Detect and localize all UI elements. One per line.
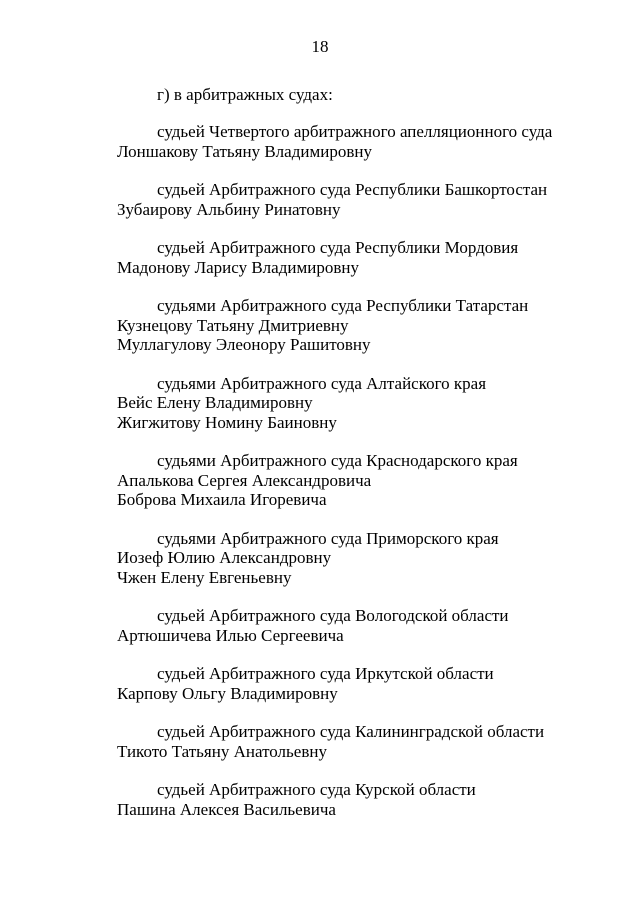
court-title: судьей Арбитражного суда Республики Башкортостан — [157, 180, 548, 199]
court-title: судьей Арбитражного суда Вологодской области — [157, 606, 509, 625]
judge-name: Иозеф Юлию Александровну — [117, 548, 332, 567]
court-title: судьями Арбитражного суда Краснодарского края — [157, 451, 518, 470]
appointment-entry — [117, 606, 617, 645]
court-title: судьей Арбитражного суда Республики Мордовия — [157, 238, 519, 257]
court-title: судьей Арбитражного суда Курской области — [157, 780, 476, 799]
section-heading: г) в арбитражных судах: — [157, 85, 333, 104]
court-title: судьей Арбитражного суда Иркутской области — [157, 664, 494, 683]
judge-name: Кузнецову Татьяну Дмитриевну — [117, 315, 349, 335]
judge-name: Вейс Елену Владимировну — [117, 393, 313, 412]
judge-name: Муллагулову Элеонору Рашитовну — [117, 335, 371, 354]
judge-name: Боброва Михаила Игоревича — [117, 490, 327, 509]
judge-name: Карпову Ольгу Владимировну — [117, 683, 338, 703]
judge-name: Артюшичева Илью Сергеевича — [117, 625, 344, 645]
court-title: судьями Арбитражного суда Алтайского края — [157, 373, 487, 393]
judge-name: Апалькова Сергея Александровича — [117, 470, 372, 490]
judge-name: Пашина Алексея Васильевича — [117, 799, 336, 819]
appointment-entry — [117, 529, 617, 588]
judge-name: Зубаирову Альбину Ринатовну — [117, 199, 341, 219]
judge-name: Лоншакову Татьяну Владимировну — [117, 141, 372, 161]
court-title: судьей Четвертого арбитражного апелляционного суда — [157, 122, 553, 141]
appointment-entry — [117, 664, 617, 703]
judge-name: Чжен Елену Евгеньевну — [117, 567, 292, 587]
appointment-entry — [117, 374, 617, 433]
appointment-entry — [117, 722, 617, 761]
judge-name: Мадонову Ларису Владимировну — [117, 257, 359, 277]
appointment-entry — [117, 238, 617, 277]
page-number: 18 — [311, 37, 329, 56]
appointment-entry — [117, 780, 617, 819]
appointment-list — [117, 122, 617, 838]
judge-name: Жигжитову Номину Баиновну — [117, 412, 337, 432]
court-title: судьей Арбитражного суда Калининградской области — [157, 722, 545, 741]
judge-name: Тикото Татьяну Анатольевну — [117, 741, 327, 761]
court-title: судьями Арбитражного суда Приморского края — [157, 528, 499, 548]
appointment-entry — [117, 180, 617, 219]
appointment-entry — [117, 296, 617, 355]
appointment-entry — [117, 451, 617, 510]
court-title: судьями Арбитражного суда Республики Татарстан — [157, 296, 529, 315]
appointment-entry — [117, 122, 617, 161]
